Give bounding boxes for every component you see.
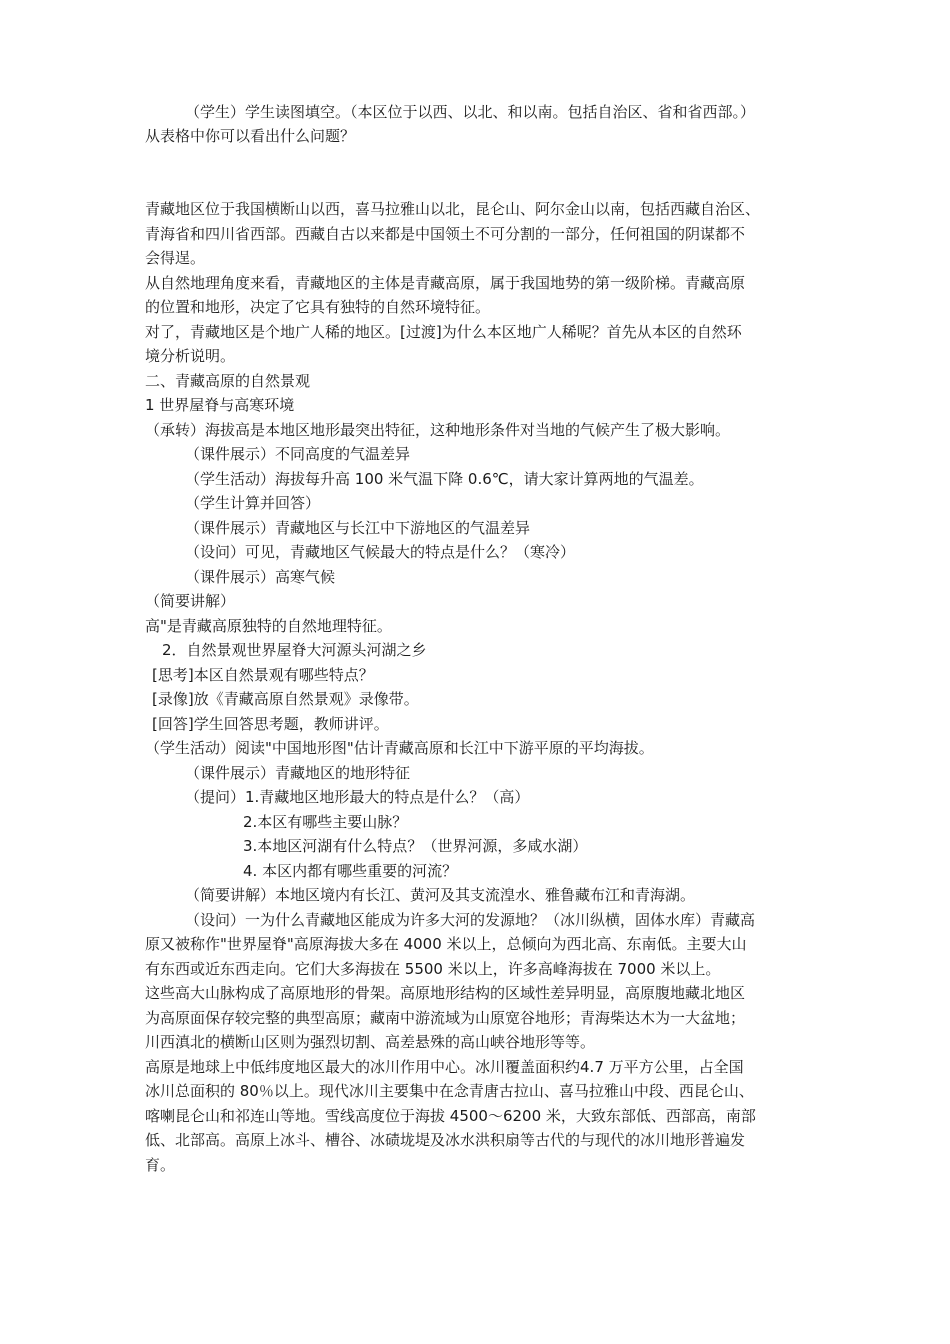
- paragraph-line: （学生活动）阅读"中国地形图"估计青藏高原和长江中下游平原的平均海拔。: [145, 739, 654, 757]
- paragraph-line: （课件展示）高寒气候: [185, 568, 336, 586]
- paragraph-line: 2.本区有哪些主要山脉？: [243, 813, 408, 831]
- paragraph-line: （简要讲解）: [145, 592, 236, 610]
- paragraph-line: （简要讲解）本地区境内有长江、黄河及其支流湟水、雅鲁藏布江和青海湖。: [185, 886, 696, 904]
- subsection-heading: 2．自然景观世界屋脊大河源头河湖之乡: [162, 641, 427, 659]
- paragraph-line: （设问）可见，青藏地区气候最大的特点是什么？（寒冷）: [185, 543, 576, 561]
- paragraph-line: 3.本地区河湖有什么特点？（世界河源，多咸水湖）: [243, 837, 588, 855]
- paragraph-line: （承转）海拔高是本地区地形最突出特征，这种地形条件对当地的气候产生了极大影响。: [145, 421, 731, 439]
- paragraph-line: [回答]学生回答思考题，教师讲评。: [152, 715, 389, 733]
- subsection-heading: 1 世界屋脊与高寒环境: [145, 396, 295, 414]
- paragraph-line: 这些高大山脉构成了高原地形的骨架。高原地形结构的区域性差异明显，高原腹地藏北地区: [145, 984, 746, 1002]
- paragraph-line: （设问）一为什么青藏地区能成为许多大河的发源地？（冰川纵横，固体水库）青藏高: [185, 911, 756, 929]
- paragraph-line: 的位置和地形，决定了它具有独特的自然环境特征。: [145, 298, 491, 316]
- paragraph-line: 从自然地理角度来看，青藏地区的主体是青藏高原，属于我国地势的第一级阶梯。青藏高原: [145, 274, 746, 292]
- paragraph-line: 对了，青藏地区是个地广人稀的地区。[过渡]为什么本区地广人稀呢？首先从本区的自然环: [145, 323, 742, 341]
- paragraph-line: 青藏地区位于我国横断山以西，喜马拉雅山以北，昆仑山、阿尔金山以南，包括西藏自治区、: [145, 200, 761, 218]
- paragraph-line: [145, 1177, 815, 1201]
- paragraph-line: （学生计算并回答）: [185, 494, 321, 512]
- paragraph-line: 4. 本区内都有哪些重要的河流？: [243, 862, 458, 880]
- paragraph-line: 高"是青藏高原独特的自然地理特征。: [145, 617, 392, 635]
- paragraph-line: （学生）学生读图填空。（本区位于以西、以北、和以南。包括自治区、省和省西部。）: [185, 103, 756, 121]
- paragraph-line: 冰川总面积的 80％以上。现代冰川主要集中在念青唐古拉山、喜马拉雅山中段、西昆仑山、: [145, 1082, 754, 1100]
- paragraph-line: 会得逞。: [145, 249, 206, 267]
- paragraph-line: 喀喇昆仑山和祁连山等地。雪线高度位于海拔 4500～6200 米，大致东部低、西部高，南部: [145, 1107, 756, 1125]
- paragraph-line: （课件展示）不同高度的气温差异: [185, 445, 411, 463]
- section-heading: 二、青藏高原的自然景观: [145, 372, 311, 390]
- paragraph-line: （提问）1.青藏地区地形最大的特点是什么？（高）: [185, 788, 530, 806]
- paragraph-line: 原又被称作"世界屋脊"高原海拔大多在 4000 米以上，总倾向为西北高、东南低。主要大山: [145, 935, 747, 953]
- paragraph-line: （课件展示）青藏地区与长江中下游地区的气温差异: [185, 519, 531, 537]
- paragraph-line: 境分析说明。: [145, 347, 236, 365]
- paragraph-line: [录像]放《青藏高原自然景观》录像带。: [152, 690, 419, 708]
- paragraph-line: （课件展示）青藏地区的地形特征: [185, 764, 411, 782]
- paragraph-line: 从表格中你可以看出什么问题？: [145, 127, 356, 145]
- paragraph-line: 高原是地球上中低纬度地区最大的冰川作用中心。冰川覆盖面积约4.7 万平方公里，占全国: [145, 1058, 744, 1076]
- paragraph-line: 为高原面保存较完整的典型高原；藏南中游流域为山原宽谷地形；青海柴达木为一大盆地；: [145, 1009, 746, 1027]
- paragraph-line: 低、北部高。高原上冰斗、槽谷、冰碛垅堤及冰水洪积扇等古代的与现代的冰川地形普遍发: [145, 1131, 746, 1149]
- paragraph-line: 川西滇北的横断山区则为强烈切割、高差悬殊的高山峡谷地形等等。: [145, 1033, 596, 1051]
- paragraph-line: 有东西或近东西走向。它们大多海拔在 5500 米以上，许多高峰海拔在 7000 米以上。: [145, 960, 721, 978]
- paragraph-line: 育。: [145, 1156, 176, 1174]
- paragraph-line: （学生活动）海拔每升高 100 米气温下降 0.6℃，请大家计算两地的气温差。: [185, 470, 704, 488]
- paragraph-line: [思考]本区自然景观有哪些特点？: [152, 666, 374, 684]
- paragraph-line: 青海省和四川省西部。西藏自古以来都是中国领土不可分割的一部分，任何祖国的阴谋都不: [145, 225, 746, 243]
